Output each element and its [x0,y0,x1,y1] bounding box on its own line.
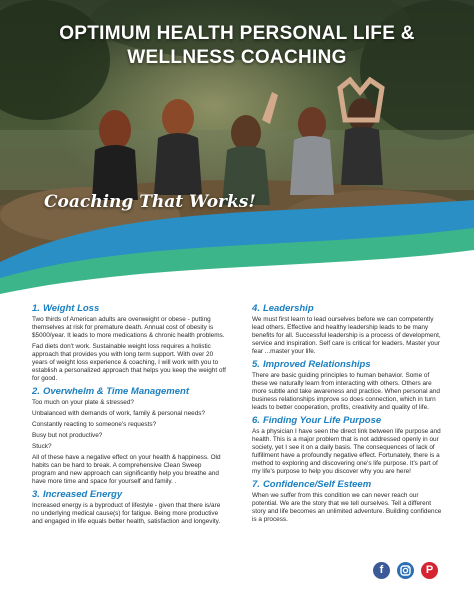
paragraph: Fad diets don't work. Sustainable weight loss requires a holistic approach that provides you with long term support. With over 20 years of weight loss experience & coaching, I will work with you to establish a personalized approach that helps you keep the weight off for good. [32,343,226,382]
section-number: 2. [32,386,40,397]
section-energy [32,489,226,526]
paragraph: As a physician I have seen the direct link between life purpose and health. This is a major problem that is not addressed openly in our society, yet I see it on a daily basis. The consequences of lack of fulfillment have a profoundly negative effect. Fortunately, there is a method to exploring and discovering one's life purpose. It's part of my life's purpose to help you discover why you are here! [252,428,441,475]
paragraph: We must first learn to lead ourselves before we can competently lead others. Effective and healthy leadership leads to be many benefits for all. Successful leadership is a process of development, service and inspiration. Self care is critical for leaders. Master your fear ...master your life. [252,316,441,355]
paragraph: Unbalanced with demands of work, family & personal needs? [32,410,205,417]
social-links [373,562,445,580]
right-column [252,303,446,527]
section-heading [252,303,446,315]
section-number: 1. [32,303,40,314]
section-number: 4. [252,303,260,314]
title-line-2: WELLNESS COACHING [127,47,347,68]
section-number: 5. [252,359,260,370]
paragraph: Stuck? [32,443,52,450]
section-title: Finding Your Life Purpose [262,415,382,426]
section-title: Overwhelm & Time Management [42,386,189,397]
paragraph: When we suffer from this condition we can never reach our potential. We are the story that we tell ourselves. Tell a different story and life becomes an unlimited adventure. Building confidence is a process. [252,492,442,523]
section-confidence [252,479,446,524]
page-title [0,22,474,70]
section-title: Weight Loss [42,303,100,314]
hero-banner [0,0,474,300]
paragraph: Too much on your plate & stressed? [32,399,134,406]
section-overwhelm [32,386,226,486]
section-number: 3. [32,489,40,500]
section-purpose [252,415,446,476]
tagline: Coaching That Works! [44,192,256,212]
section-title: Increased Energy [42,489,123,500]
pinterest-icon[interactable]: P [421,562,438,579]
section-title: Leadership [262,303,314,314]
section-title: Improved Relationships [262,359,371,370]
section-leadership [252,303,446,356]
paragraph: Busy but not productive? [32,432,103,439]
section-relationships [252,359,446,412]
section-heading [252,359,446,371]
paragraph: There are basic guiding principles to human behavior. Some of these we naturally learn from interacting with others. Others are more subtle and take awareness and practice. When personal and business relationships improve so does connection, which in turn leads to better cooperation, profits, creativity and quality of life. [252,372,440,411]
section-heading [32,386,226,398]
left-column [32,303,226,529]
paragraph: All of these have a negative effect on your health & happiness. Old habits can be hard to break. A comprehensive Clean Sweep program and new approach can significantly help you breathe and have more time and space for yourself and family. . [32,454,221,485]
section-heading [32,303,226,315]
section-weight-loss [32,303,226,383]
section-number: 7. [252,479,260,490]
facebook-icon[interactable]: f [373,562,390,579]
section-number: 6. [252,415,260,426]
paragraph: Constantly reacting to someone's requests? [32,421,157,428]
instagram-icon[interactable] [397,562,414,579]
section-heading [252,415,446,427]
section-heading [32,489,226,501]
section-heading [252,479,446,491]
title-line-1: OPTIMUM HEALTH PERSONAL LIFE & [59,23,415,44]
section-title: Confidence/Self Esteem [262,479,372,490]
instagram-glyph [397,562,414,579]
paragraph: Two thirds of American adults are overweight or obese - putting themselves at risk for premature death. Annual cost of obesity is $5000/year. It leads to more medications & chronic health problems. [32,316,225,339]
paragraph: Increased energy is a byproduct of lifestyle - given that there is/are no underlying medical cause(s) for fatigue. Being more productive and engaged in life equals better health, satisfaction and longevity. [32,502,221,525]
